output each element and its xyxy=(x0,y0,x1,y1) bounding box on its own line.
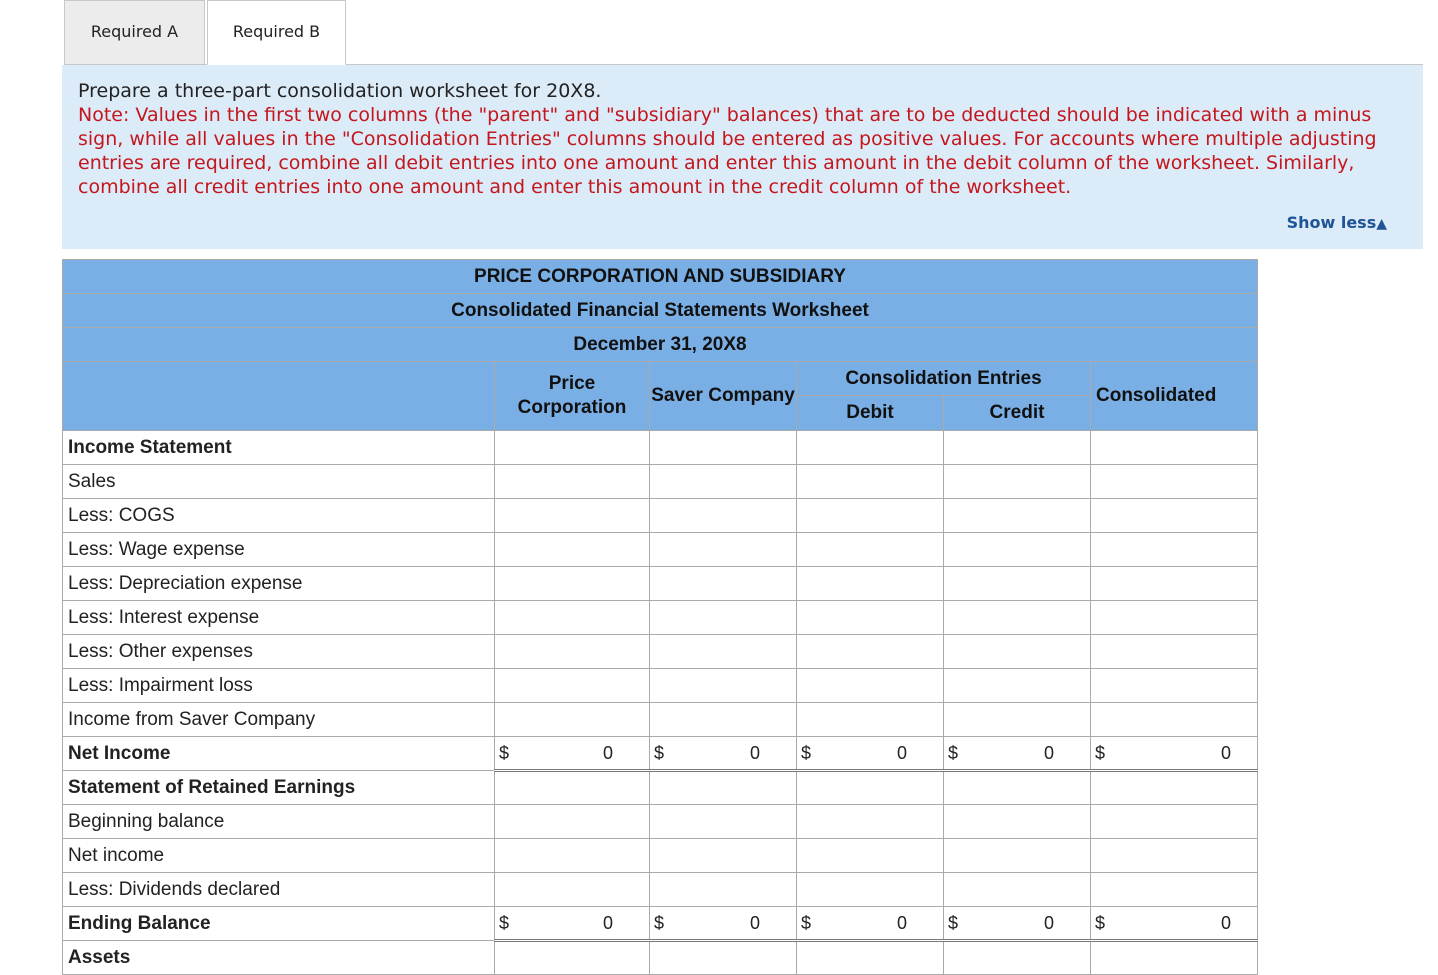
input-cell[interactable] xyxy=(1091,635,1258,669)
total-cell-saver xyxy=(650,907,797,941)
total-value: 0 xyxy=(1043,743,1054,763)
input-cell[interactable] xyxy=(495,601,650,635)
worksheet-subtitle: Consolidated Financial Statements Worksheet xyxy=(63,294,1258,328)
total-cell-debit xyxy=(797,737,944,771)
input-cell[interactable] xyxy=(944,567,1091,601)
col-header-consolidated: Consolidated xyxy=(1091,362,1258,431)
dollar-sign: $ xyxy=(654,913,665,933)
input-cell[interactable] xyxy=(650,805,797,839)
consolidation-worksheet xyxy=(62,259,1258,975)
input-cell[interactable] xyxy=(797,465,944,499)
input-cell[interactable] xyxy=(797,941,944,975)
input-cell[interactable] xyxy=(1091,669,1258,703)
row-label-impairment-loss: Less: Impairment loss xyxy=(63,669,495,703)
total-value: 0 xyxy=(602,913,613,933)
row-label-depreciation-expense: Less: Depreciation expense xyxy=(63,567,495,601)
input-cell[interactable] xyxy=(1091,567,1258,601)
input-cell[interactable] xyxy=(1091,771,1258,805)
row-label-other-expenses: Less: Other expenses xyxy=(63,635,495,669)
input-cell[interactable] xyxy=(944,941,1091,975)
total-value: 0 xyxy=(749,743,760,763)
triangle-up-icon: ▲ xyxy=(1376,216,1387,232)
col-header-price: Price Corporation xyxy=(495,362,650,431)
total-value: 0 xyxy=(1043,913,1054,933)
input-cell[interactable] xyxy=(650,669,797,703)
worksheet-date: December 31, 20X8 xyxy=(63,328,1258,362)
input-cell[interactable] xyxy=(495,669,650,703)
dollar-sign: $ xyxy=(499,913,510,933)
input-cell[interactable] xyxy=(797,499,944,533)
input-cell[interactable] xyxy=(495,805,650,839)
total-value: 0 xyxy=(602,743,613,763)
input-cell[interactable] xyxy=(495,431,650,465)
input-cell[interactable] xyxy=(650,533,797,567)
input-cell[interactable] xyxy=(1091,431,1258,465)
row-label-income-from-saver: Income from Saver Company xyxy=(63,703,495,737)
input-cell[interactable] xyxy=(944,465,1091,499)
input-cell[interactable] xyxy=(650,431,797,465)
input-cell[interactable] xyxy=(797,873,944,907)
total-cell-price xyxy=(495,907,650,941)
row-label-interest-expense: Less: Interest expense xyxy=(63,601,495,635)
total-cell-consolidated xyxy=(1091,907,1258,941)
input-cell[interactable] xyxy=(1091,533,1258,567)
total-value: 0 xyxy=(1220,743,1231,763)
input-cell[interactable] xyxy=(495,703,650,737)
input-cell[interactable] xyxy=(944,499,1091,533)
input-cell[interactable] xyxy=(944,635,1091,669)
row-label-net-income-re: Net income xyxy=(63,839,495,873)
dollar-sign: $ xyxy=(499,743,510,763)
input-cell[interactable] xyxy=(944,703,1091,737)
worksheet-title: PRICE CORPORATION AND SUBSIDIARY xyxy=(63,260,1258,294)
dollar-sign: $ xyxy=(654,743,665,763)
dollar-sign: $ xyxy=(1095,743,1106,763)
worksheet-table xyxy=(62,259,1258,975)
input-cell[interactable] xyxy=(495,567,650,601)
total-cell-consolidated xyxy=(1091,737,1258,771)
input-cell[interactable] xyxy=(797,601,944,635)
input-cell[interactable] xyxy=(650,771,797,805)
input-cell[interactable] xyxy=(495,465,650,499)
input-cell[interactable] xyxy=(944,431,1091,465)
total-value: 0 xyxy=(749,913,760,933)
input-cell[interactable] xyxy=(650,635,797,669)
input-cell[interactable] xyxy=(797,703,944,737)
input-cell[interactable] xyxy=(797,567,944,601)
total-cell-credit xyxy=(944,907,1091,941)
input-cell[interactable] xyxy=(1091,703,1258,737)
input-cell[interactable] xyxy=(650,839,797,873)
input-cell[interactable] xyxy=(1091,465,1258,499)
instructions-panel xyxy=(62,65,1423,249)
section-heading-assets: Assets xyxy=(63,941,495,975)
input-cell[interactable] xyxy=(797,669,944,703)
input-cell[interactable] xyxy=(797,839,944,873)
col-header-saver: Saver Company xyxy=(650,362,797,431)
input-cell[interactable] xyxy=(1091,873,1258,907)
input-cell[interactable] xyxy=(797,771,944,805)
show-less-link[interactable] xyxy=(1287,211,1387,236)
section-heading-income-statement: Income Statement xyxy=(63,431,495,465)
input-cell[interactable] xyxy=(650,873,797,907)
input-cell[interactable] xyxy=(944,839,1091,873)
row-label-net-income: Net Income xyxy=(63,737,495,771)
dollar-sign: $ xyxy=(801,743,812,763)
input-cell[interactable] xyxy=(495,533,650,567)
input-cell[interactable] xyxy=(1091,805,1258,839)
input-cell[interactable] xyxy=(797,635,944,669)
section-heading-retained-earnings: Statement of Retained Earnings xyxy=(63,771,495,805)
col-header-credit: Credit xyxy=(944,396,1091,431)
input-cell[interactable] xyxy=(650,601,797,635)
input-cell[interactable] xyxy=(797,431,944,465)
dollar-sign: $ xyxy=(948,743,959,763)
row-label-wage-expense: Less: Wage expense xyxy=(63,533,495,567)
input-cell[interactable] xyxy=(1091,839,1258,873)
input-cell[interactable] xyxy=(944,601,1091,635)
input-cell[interactable] xyxy=(797,533,944,567)
tab-required-a[interactable]: Required A xyxy=(64,0,205,64)
input-cell[interactable] xyxy=(944,669,1091,703)
input-cell[interactable] xyxy=(495,941,650,975)
total-cell-credit xyxy=(944,737,1091,771)
show-less-label: Show less xyxy=(1286,213,1377,232)
input-cell[interactable] xyxy=(650,567,797,601)
total-cell-debit xyxy=(797,907,944,941)
input-cell[interactable] xyxy=(650,465,797,499)
input-cell[interactable] xyxy=(944,805,1091,839)
dollar-sign: $ xyxy=(1095,913,1106,933)
row-label-beginning-balance: Beginning balance xyxy=(63,805,495,839)
input-cell[interactable] xyxy=(944,533,1091,567)
input-cell[interactable] xyxy=(944,873,1091,907)
row-label-ending-balance: Ending Balance xyxy=(63,907,495,941)
total-value: 0 xyxy=(896,913,907,933)
input-cell[interactable] xyxy=(495,635,650,669)
row-label-dividends-declared: Less: Dividends declared xyxy=(63,873,495,907)
input-cell[interactable] xyxy=(650,499,797,533)
input-cell[interactable] xyxy=(495,873,650,907)
input-cell[interactable] xyxy=(495,771,650,805)
input-cell[interactable] xyxy=(650,703,797,737)
total-cell-saver xyxy=(650,737,797,771)
total-cell-price xyxy=(495,737,650,771)
input-cell[interactable] xyxy=(1091,601,1258,635)
input-cell[interactable] xyxy=(495,499,650,533)
tab-required-b[interactable]: Required B xyxy=(207,0,346,65)
col-header-debit: Debit xyxy=(797,396,944,431)
instructions-lead: Prepare a three-part consolidation worksheet for 20X8. xyxy=(78,80,602,102)
tab-bar xyxy=(64,0,1423,65)
input-cell[interactable] xyxy=(944,771,1091,805)
dollar-sign: $ xyxy=(801,913,812,933)
col-header-consolidation-entries: Consolidation Entries xyxy=(797,362,1091,396)
dollar-sign: $ xyxy=(948,913,959,933)
input-cell[interactable] xyxy=(495,839,650,873)
row-label-sales: Sales xyxy=(63,465,495,499)
input-cell[interactable] xyxy=(797,805,944,839)
instructions-note: Note: Values in the first two columns (the "parent" and "subsidiary" balances) that are to be deducted should be indicated with a minus sign, while all values in the "Consolidation Entries" columns should be entered as positive values. For accounts where multiple adjusting entries are required, combine all debit entries into one amount and enter this amount in the debit column of the worksheet. Similarly, combine all credit entries into one amount and enter this amount in the credit column of the worksheet. xyxy=(78,104,1377,198)
row-label-cogs: Less: COGS xyxy=(63,499,495,533)
input-cell[interactable] xyxy=(1091,941,1258,975)
input-cell[interactable] xyxy=(1091,499,1258,533)
header-blank xyxy=(63,362,495,431)
total-value: 0 xyxy=(896,743,907,763)
total-value: 0 xyxy=(1220,913,1231,933)
input-cell[interactable] xyxy=(650,941,797,975)
